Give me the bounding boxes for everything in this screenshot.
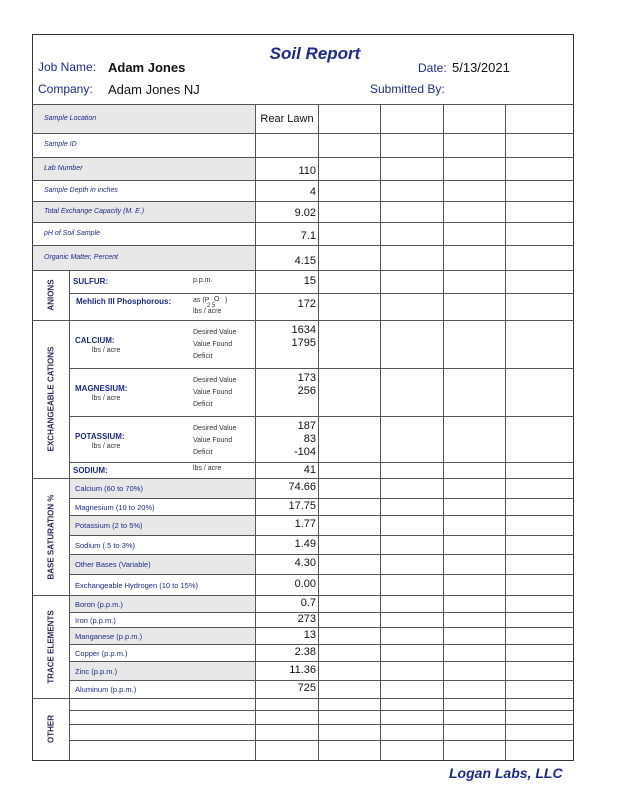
- potassium-value: -104: [293, 446, 316, 458]
- section-base-saturation-label: BASE SATURATION %: [46, 493, 56, 580]
- row-divider: [32, 245, 574, 246]
- row-divider: [69, 554, 574, 555]
- row-divider: [69, 680, 574, 681]
- row-value: 4.15: [294, 255, 316, 267]
- trace-element-value: 2.38: [294, 645, 316, 658]
- phos-unit-close: ): [225, 297, 228, 304]
- row-divider: [69, 462, 574, 463]
- submitted-by-label: Submitted By:: [370, 82, 445, 96]
- potassium-value: 187: [297, 420, 316, 432]
- row-divider: [69, 515, 574, 516]
- calcium-found-label: Value Found: [193, 341, 233, 348]
- calcium-label: CALCIUM:: [75, 336, 115, 345]
- phos-unit-lbs: lbs / acre: [193, 308, 222, 315]
- row-divider: [32, 698, 574, 699]
- job-name-label: Job Name:: [38, 60, 97, 74]
- row-label: Lab Number: [44, 164, 83, 172]
- section-cations-label: EXCHANGEABLE CATIONS: [46, 346, 56, 452]
- phos-unit-as: as (P: [193, 297, 210, 304]
- trace-element-value: 11.36: [289, 663, 316, 676]
- potassium-unit: lbs / acre: [92, 443, 121, 450]
- base-saturation-value: 74.66: [288, 481, 316, 493]
- column-divider: [443, 104, 444, 760]
- calcium-value: 1634: [291, 324, 316, 336]
- row-divider: [32, 478, 574, 479]
- base-saturation-value: 4.30: [294, 557, 316, 569]
- row-label: Total Exchange Capacity (M. E.): [44, 207, 145, 215]
- potassium-label: POTASSIUM:: [75, 432, 125, 441]
- company-label: Company:: [38, 82, 93, 96]
- base-saturation-label: Magnesium (10 to 20%): [75, 502, 155, 512]
- row-divider: [69, 574, 574, 575]
- row-label: Organic Matter, Percent: [44, 253, 118, 261]
- base-saturation-value: 17.75: [288, 499, 316, 512]
- row-divider: [32, 320, 574, 321]
- row-divider: [32, 201, 574, 202]
- row-divider: [32, 104, 574, 105]
- row-label: Sample Depth in inches: [44, 186, 118, 194]
- row-divider: [69, 627, 574, 628]
- section-label-divider: [69, 270, 70, 760]
- base-saturation-label: Calcium (60 to 70%): [75, 484, 143, 493]
- potassium-value: 83: [303, 433, 316, 445]
- base-saturation-value: 1.77: [294, 518, 316, 530]
- row-divider: [69, 724, 574, 725]
- row-divider: [32, 133, 574, 134]
- base-saturation-value: 1.49: [294, 537, 316, 550]
- potassium-desired-label: Desired Value: [193, 425, 237, 432]
- row-divider: [32, 222, 574, 223]
- trace-element-label: Iron (p.p.m.): [75, 615, 116, 625]
- section-other-label: OTHER: [46, 715, 56, 743]
- job-name-value: Adam Jones: [108, 60, 186, 75]
- base-saturation-label: Sodium (.5 to 3%): [75, 540, 136, 550]
- date-value: 5/13/2021: [452, 60, 510, 75]
- column-divider: [380, 104, 381, 760]
- row-value: 7.1: [300, 230, 316, 242]
- sample-location-value: Rear Lawn: [260, 113, 314, 125]
- row-label: pH of Soil Sample: [44, 229, 101, 237]
- potassium-deficit-label: Deficit: [193, 449, 213, 456]
- sodium-label: SODIUM:: [73, 466, 108, 475]
- sulfur-value: 15: [303, 275, 316, 287]
- row-divider: [32, 157, 574, 158]
- trace-element-label: Copper (p.p.m.): [75, 648, 128, 658]
- row-divider: [69, 535, 574, 536]
- column-divider: [505, 104, 506, 760]
- magnesium-label: MAGNESIUM:: [75, 384, 128, 393]
- trace-element-label: Aluminum (p.p.m.): [75, 685, 137, 694]
- trace-element-value: 273: [297, 612, 316, 625]
- lab-name-footer: Logan Labs, LLC: [449, 765, 563, 781]
- trace-element-value: 725: [297, 682, 316, 694]
- row-divider: [69, 368, 574, 369]
- section-trace-elements-label: TRACE ELEMENTS: [46, 609, 56, 684]
- magnesium-desired-label: Desired Value: [193, 377, 237, 384]
- row-value: 4: [309, 186, 316, 198]
- column-divider: [318, 104, 319, 760]
- calcium-deficit-label: Deficit: [193, 353, 213, 360]
- base-saturation-label: Other Bases (Variable): [75, 560, 151, 569]
- sulfur-unit: p.p.m.: [193, 277, 213, 284]
- row-value: 110: [298, 165, 316, 177]
- row-divider: [69, 644, 574, 645]
- calcium-unit: lbs / acre: [92, 347, 121, 354]
- phosphorous-label: Mehlich III Phosphorous:: [76, 297, 172, 306]
- magnesium-found-label: Value Found: [193, 389, 233, 396]
- section-anions-label: ANIONS: [46, 279, 56, 311]
- trace-element-value: 0.7: [300, 596, 316, 609]
- base-saturation-label: Potassium (2 to 5%): [75, 521, 143, 530]
- trace-element-label: Boron (p.p.m.): [75, 599, 123, 609]
- row-label: Sample Location: [44, 114, 97, 122]
- row-divider: [69, 710, 574, 711]
- row-label: Sample ID: [44, 141, 77, 148]
- company-value: Adam Jones NJ: [108, 82, 200, 97]
- date-label: Date:: [418, 61, 447, 75]
- row-divider: [69, 661, 574, 662]
- row-divider: [69, 740, 574, 741]
- magnesium-unit: lbs / acre: [92, 395, 121, 402]
- base-saturation-label: Exchangeable Hydrogen (10 to 15%): [75, 580, 198, 590]
- row-divider: [32, 180, 574, 181]
- base-saturation-value: 0.00: [294, 577, 316, 590]
- phos-unit-o: O: [214, 296, 220, 303]
- calcium-desired-label: Desired Value: [193, 329, 237, 336]
- phosphorous-value: 172: [297, 298, 316, 310]
- sulfur-label: SULFUR:: [73, 277, 109, 286]
- potassium-found-label: Value Found: [193, 437, 233, 444]
- magnesium-deficit-label: Deficit: [193, 401, 213, 408]
- trace-element-label: Zinc (p.p.m.): [75, 666, 118, 676]
- magnesium-value: 173: [297, 372, 316, 384]
- row-divider: [69, 416, 574, 417]
- sodium-unit: lbs / acre: [193, 465, 222, 472]
- row-divider: [32, 270, 574, 271]
- row-divider: [69, 612, 574, 613]
- trace-element-value: 13: [303, 628, 316, 641]
- magnesium-value: 256: [297, 385, 316, 397]
- phos-unit-subscripts: 2 5: [207, 303, 216, 309]
- report-title: Soil Report: [269, 44, 361, 63]
- calcium-value: 1795: [291, 337, 316, 349]
- sodium-value: 41: [303, 464, 316, 476]
- row-value: 9.02: [294, 207, 316, 219]
- row-divider: [69, 293, 574, 294]
- trace-element-label: Manganese (p.p.m.): [75, 631, 143, 641]
- row-divider: [69, 498, 574, 499]
